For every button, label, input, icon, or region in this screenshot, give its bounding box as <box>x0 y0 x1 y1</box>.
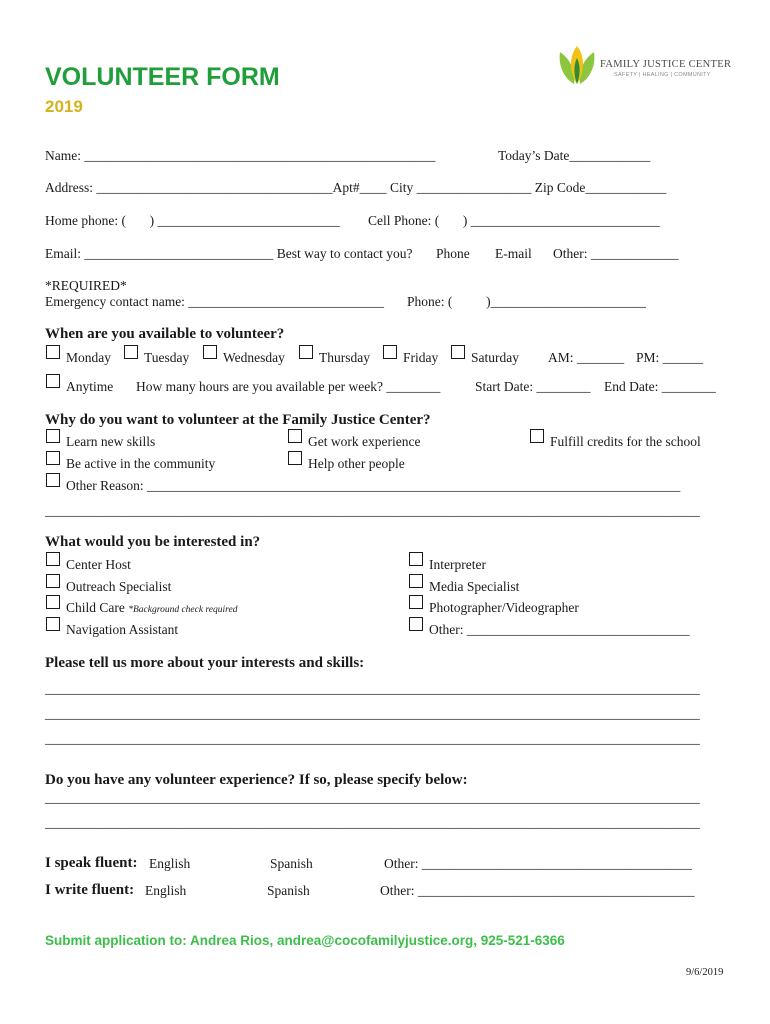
friday-checkbox[interactable] <box>383 345 397 359</box>
child-care-text: Child Care <box>66 600 125 615</box>
experience-heading: Do you have any volunteer experience? If so, please specify below: <box>45 772 468 788</box>
navigation-label: Navigation Assistant <box>66 622 179 637</box>
cell-phone-field[interactable]: Cell Phone: ( ) ____________________________ <box>368 213 660 228</box>
email-field[interactable]: Email: ____________________________ Best way to contact you? <box>45 246 413 261</box>
saturday-label: Saturday <box>471 350 519 365</box>
write-english[interactable]: English <box>145 883 187 898</box>
thursday-label: Thursday <box>319 350 370 365</box>
skills-line-3[interactable]: _________________________________________________________________________________________________ <box>45 731 700 746</box>
home-phone-field[interactable]: Home phone: ( ) ___________________________ <box>45 213 340 228</box>
school-credits-label: Fulfill credits for the school <box>550 434 701 449</box>
emergency-phone-field[interactable]: Phone: ( )_______________________ <box>407 294 646 309</box>
form-year: 2019 <box>45 97 83 116</box>
logo-tagline: SAFETY | HEALING | COMMUNITY <box>614 72 711 78</box>
interpreter-checkbox[interactable] <box>409 552 423 566</box>
am-field[interactable]: AM: _______ <box>548 350 625 365</box>
friday-label: Friday <box>403 350 439 365</box>
wednesday-checkbox[interactable] <box>203 345 217 359</box>
why-heading: Why do you want to volunteer at the Family Justice Center? <box>45 412 431 428</box>
speak-label: I speak fluent: <box>45 855 138 871</box>
interests-heading: What would you be interested in? <box>45 534 261 550</box>
emergency-contact-field[interactable]: Emergency contact name: _____________________________ <box>45 294 385 309</box>
media-specialist-label: Media Specialist <box>429 579 520 594</box>
wednesday-label: Wednesday <box>223 350 285 365</box>
other-reason-checkbox[interactable] <box>46 473 60 487</box>
anytime-checkbox[interactable] <box>46 374 60 388</box>
work-experience-label: Get work experience <box>308 434 421 449</box>
tuesday-checkbox[interactable] <box>124 345 138 359</box>
skills-line-2[interactable]: _________________________________________________________________________________________________ <box>45 706 700 721</box>
anytime-label: Anytime <box>66 379 114 394</box>
skills-line-1[interactable]: _________________________________________________________________________________________________ <box>45 681 700 696</box>
background-check-note: *Background check required <box>128 605 238 615</box>
write-other-field[interactable]: Other: _________________________________________ <box>380 883 695 898</box>
learn-skills-checkbox[interactable] <box>46 429 60 443</box>
submit-instructions: Submit application to: Andrea Rios, andrea@cocofamilyjustice.org, 925-521-6366 <box>45 933 565 948</box>
skills-heading: Please tell us more about your interests and skills: <box>45 655 365 671</box>
outreach-checkbox[interactable] <box>46 574 60 588</box>
required-label: *REQUIRED* <box>45 278 127 293</box>
monday-checkbox[interactable] <box>46 345 60 359</box>
media-specialist-checkbox[interactable] <box>409 574 423 588</box>
write-label: I write fluent: <box>45 882 135 898</box>
contact-option-other[interactable]: Other: _____________ <box>553 246 679 261</box>
start-date-field[interactable]: Start Date: ________ <box>475 379 591 394</box>
todays-date-field[interactable]: Today’s Date____________ <box>498 148 651 163</box>
interest-other-checkbox[interactable] <box>409 617 423 631</box>
saturday-checkbox[interactable] <box>451 345 465 359</box>
write-spanish[interactable]: Spanish <box>267 883 310 898</box>
contact-option-email[interactable]: E-mail <box>495 246 532 261</box>
child-care-label <box>66 600 237 616</box>
contact-option-phone[interactable]: Phone <box>436 246 470 261</box>
speak-other-field[interactable]: Other: ________________________________________ <box>384 856 692 871</box>
photographer-label: Photographer/Videographer <box>429 600 579 615</box>
child-care-checkbox[interactable] <box>46 595 60 609</box>
interpreter-label: Interpreter <box>429 557 486 572</box>
hours-per-week-field[interactable]: How many hours are you available per week? ________ <box>136 379 441 394</box>
availability-heading: When are you available to volunteer? <box>45 326 285 342</box>
speak-english[interactable]: English <box>149 856 191 871</box>
monday-label: Monday <box>66 350 111 365</box>
navigation-checkbox[interactable] <box>46 617 60 631</box>
photographer-checkbox[interactable] <box>409 595 423 609</box>
help-people-checkbox[interactable] <box>288 451 302 465</box>
speak-spanish[interactable]: Spanish <box>270 856 313 871</box>
name-field[interactable]: Name: ____________________________________________________ <box>45 148 436 163</box>
work-experience-checkbox[interactable] <box>288 429 302 443</box>
experience-line-1[interactable]: _________________________________________________________________________________________________ <box>45 790 700 805</box>
thursday-checkbox[interactable] <box>299 345 313 359</box>
learn-skills-label: Learn new skills <box>66 434 156 449</box>
logo-name: FAMILY JUSTICE CENTER <box>600 59 732 70</box>
page-title: VOLUNTEER FORM <box>45 63 280 91</box>
other-reason-field[interactable]: Other Reason: _______________________________________________________________________________ <box>66 478 681 493</box>
help-people-label: Help other people <box>308 456 405 471</box>
leaf-logo-icon <box>556 44 598 88</box>
community-checkbox[interactable] <box>46 451 60 465</box>
pm-field[interactable]: PM: ______ <box>636 350 704 365</box>
tuesday-label: Tuesday <box>144 350 190 365</box>
interest-other-field[interactable]: Other: _________________________________ <box>429 622 690 637</box>
community-label: Be active in the community <box>66 456 216 471</box>
school-credits-checkbox[interactable] <box>530 429 544 443</box>
end-date-field[interactable]: End Date: ________ <box>604 379 716 394</box>
center-host-label: Center Host <box>66 557 131 572</box>
center-host-checkbox[interactable] <box>46 552 60 566</box>
outreach-label: Outreach Specialist <box>66 579 172 594</box>
experience-line-2[interactable]: _________________________________________________________________________________________________ <box>45 815 700 830</box>
address-field[interactable]: Address: ___________________________________Apt#____ City _________________ Zip Code____________ <box>45 180 667 195</box>
other-reason-line[interactable]: _________________________________________________________________________________________________ <box>45 503 700 518</box>
footer-date: 9/6/2019 <box>686 967 724 978</box>
